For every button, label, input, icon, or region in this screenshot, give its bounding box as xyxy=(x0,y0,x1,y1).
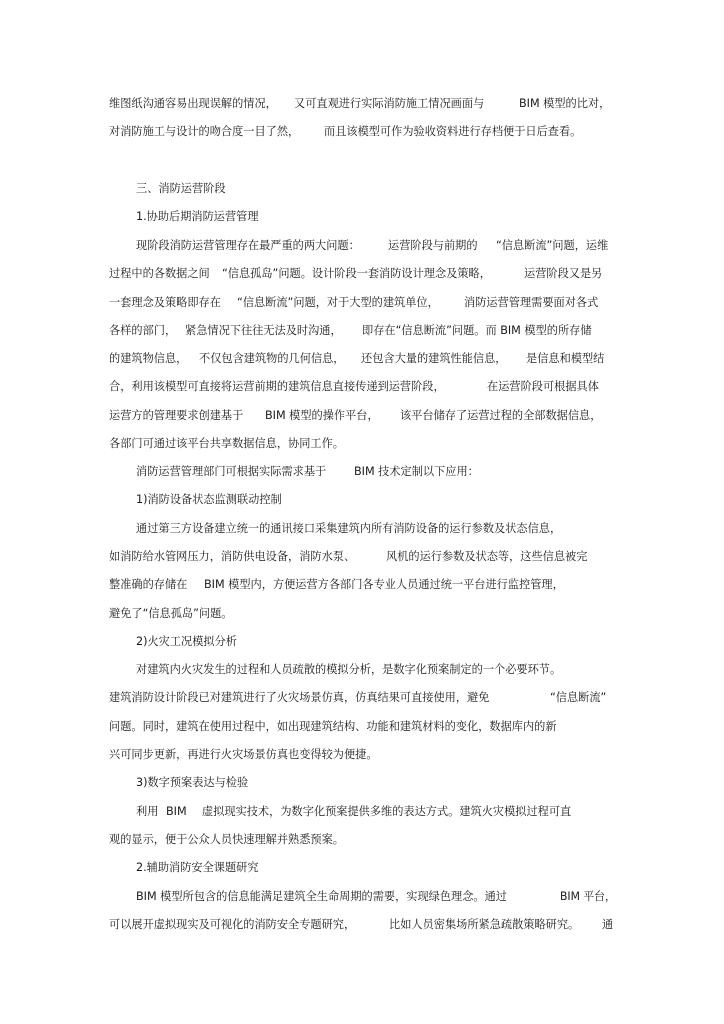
text-segment: 不仅包含建筑物的几何信息， xyxy=(199,352,345,365)
text-segment: 兴可同步更新，再进行火灾场景仿真也变得较为便捷。 xyxy=(109,748,378,761)
text-segment: 如消防给水管网压力，消防供电设备，消防水泵、 xyxy=(109,550,356,563)
text-segment: 2.辅助消防安全课题研究 xyxy=(136,861,259,874)
list-heading xyxy=(0,774,724,792)
text-segment: 消防运营管理部门可根据实际需求基于 xyxy=(136,465,327,478)
text-segment: 的建筑物信息， xyxy=(109,352,188,365)
text-segment: 过程中的各数据之间 xyxy=(109,267,210,280)
text-line xyxy=(0,350,724,368)
text-line xyxy=(0,746,724,764)
text-segment: 3)数字预案表达与检验 xyxy=(136,776,249,789)
text-segment: 建筑消防设计阶段已对建筑进行了火灾场景仿真，仿真结果可直接使用，避免 xyxy=(109,691,490,704)
text-segment: 各样的部门， xyxy=(109,324,177,337)
text-segment: 2)火灾工况模拟分析 xyxy=(136,635,237,648)
text-segment: 对消防施工与设计的吻合度一目了然， xyxy=(109,125,300,138)
text-line xyxy=(0,407,724,425)
text-line xyxy=(0,605,724,623)
text-line xyxy=(0,916,724,934)
text-line xyxy=(0,888,724,906)
list-heading xyxy=(0,491,724,509)
text-segment: BIM 模型的操作平台， xyxy=(265,409,379,422)
text-segment: 1)消防设备状态监测联动控制 xyxy=(136,493,282,506)
text-line xyxy=(0,95,724,113)
text-segment: 利用 xyxy=(136,805,159,818)
text-segment: 可以展开虚拟现实及可视化的消防安全专题研究， xyxy=(109,918,356,931)
text-segment: 该平台储存了运营过程的全部数据信息， xyxy=(400,409,602,422)
text-segment: 对建筑内火灾发生的过程和人员疏散的模拟分析，是数字化预案制定的一个必要环节。 xyxy=(136,663,562,676)
text-segment: 比如人员密集场所紧急疏散策略研究。 xyxy=(389,918,580,931)
list-heading xyxy=(0,633,724,651)
text-segment: 通过第三方设备建立统一的通讯接口采集建筑内所有消防设备的运行参数及状态信息， xyxy=(136,522,562,535)
text-segment: 在运营阶段可根据具体 xyxy=(487,380,599,393)
text-segment: 运营阶段与前期的 xyxy=(388,239,478,252)
text-line xyxy=(0,463,724,481)
text-segment: “信息断流”问题，对于大型的建筑单位， xyxy=(237,296,439,309)
text-line xyxy=(0,718,724,736)
text-line xyxy=(0,803,724,821)
text-segment: 合，利用该模型可直接将运营前期的建筑信息直接传递到运营阶段， xyxy=(109,380,445,393)
text-line xyxy=(0,435,724,453)
text-segment: 问题。同时，建筑在使用过程中，如出现建筑结构、功能和建筑材料的变化，数据库内的新 xyxy=(109,720,557,733)
text-segment: 观的显示，便于公众人员快速理解并熟悉预案。 xyxy=(109,833,344,846)
text-line xyxy=(0,689,724,707)
text-segment: 又可直观进行实际消防施工情况画面与 xyxy=(294,97,485,110)
text-segment: BIM 技术定制以下应用： xyxy=(354,465,479,478)
text-segment: 运营方的管理要求创建基于 xyxy=(109,409,244,422)
text-line xyxy=(0,831,724,849)
section-heading xyxy=(0,180,724,198)
text-segment: BIM 平台， xyxy=(560,890,616,903)
text-line xyxy=(0,294,724,312)
subsection-heading xyxy=(0,859,724,877)
text-segment: “信息断流” xyxy=(550,691,607,704)
text-line xyxy=(0,265,724,283)
text-segment: 消防运营管理需要面对各式 xyxy=(464,296,599,309)
text-segment: 整准确的存储在 xyxy=(109,578,188,591)
text-segment: BIM 模型所包含的信息能满足建筑全生命周期的需要，实现绿色理念。通过 xyxy=(136,890,507,903)
text-line xyxy=(0,576,724,594)
text-line xyxy=(0,548,724,566)
text-segment: 运营阶段又是另 xyxy=(524,267,603,280)
text-segment: BIM 模型的比对， xyxy=(519,97,611,110)
text-segment: 维图纸沟通容易出现误解的情况， xyxy=(109,97,277,110)
text-line xyxy=(0,661,724,679)
text-segment: BIM 模型内，方便运营方各部门各专业人员通过统一平台进行监控管理， xyxy=(204,578,564,591)
text-segment: 现阶段消防运营管理存在最严重的两大问题： xyxy=(136,239,360,252)
text-line xyxy=(0,520,724,538)
text-segment: 是信息和模型结 xyxy=(526,352,605,365)
text-segment: 通 xyxy=(602,918,614,931)
text-segment: 即存在“信息断流”问题。而 BIM 模型的所存储 xyxy=(362,324,592,337)
text-segment: BIM xyxy=(166,805,187,818)
text-line xyxy=(0,123,724,141)
text-segment: “信息孤岛”问题。设计阶段一套消防设计理念及策略， xyxy=(222,267,491,280)
text-segment: 避免了“信息孤岛”问题。 xyxy=(109,607,233,620)
text-line xyxy=(0,378,724,396)
text-segment: 紧急情况下往往无法及时沟通， xyxy=(185,324,342,337)
text-segment: 而且该模型可作为验收资料进行存档便于日后查看。 xyxy=(324,125,582,138)
text-segment: 虚拟现实技术，为数字化预案提供多维的表达方式。建筑火灾模拟过程可直 xyxy=(202,805,572,818)
text-segment: 各部门可通过该平台共享数据信息，协同工作。 xyxy=(109,437,344,450)
text-segment: 风机的运行参数及状态等，这些信息被完 xyxy=(386,550,588,563)
text-segment: 一套理念及策略即存在 xyxy=(109,296,221,309)
text-line xyxy=(0,322,724,340)
text-segment: 三、消防运营阶段 xyxy=(136,182,226,195)
text-segment: 还包含大量的建筑性能信息， xyxy=(361,352,507,365)
text-line xyxy=(0,237,724,255)
text-segment: 1.协助后期消防运营管理 xyxy=(136,210,259,223)
subsection-heading xyxy=(0,208,724,226)
text-segment: “信息断流”问题，运维 xyxy=(496,239,609,252)
